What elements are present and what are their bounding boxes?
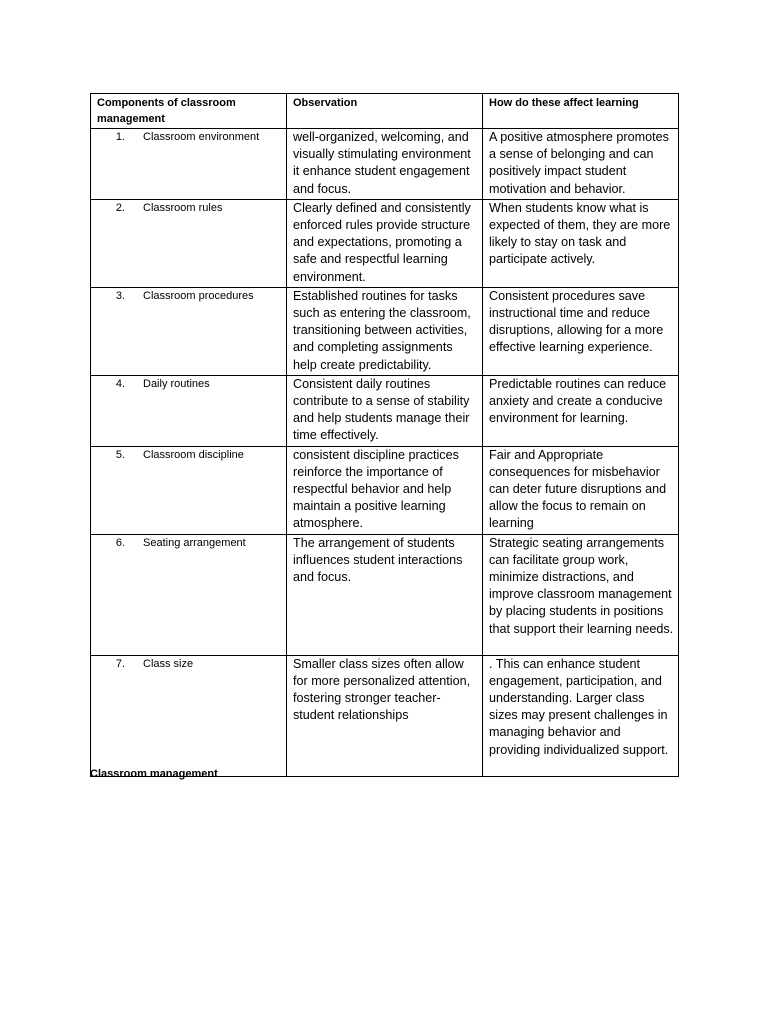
component-cell (91, 287, 287, 375)
row-number: 2. (115, 201, 125, 214)
table-row (91, 129, 679, 200)
table-caption: Classroom management (90, 768, 218, 780)
row-number: 3. (115, 289, 125, 302)
header-components: Components of classroom management (91, 94, 287, 129)
row-number: 1. (115, 131, 125, 143)
table-row (91, 199, 679, 287)
component-cell (91, 129, 287, 200)
component-label: Class size (143, 657, 194, 670)
header-effect: How do these affect learning (483, 94, 679, 129)
component-label: Classroom rules (143, 201, 223, 214)
component-label: Daily routines (143, 377, 210, 390)
row-number: 6. (115, 536, 125, 549)
observation-cell: well-organized, welcoming, and visually stimulating environment it enhance student engagement and focus. (287, 129, 483, 200)
component-cell (91, 446, 287, 534)
observation-cell: Smaller class sizes often allow for more personalized attention, fostering stronger teacher-student relationships (287, 655, 483, 776)
table-row (91, 375, 679, 446)
component-label: Classroom environment (143, 131, 260, 143)
observation-cell: Established routines for tasks such as entering the classroom, transitioning between activities, and completing assignments help create predictability. (287, 287, 483, 375)
component-label: Seating arrangement (143, 536, 246, 549)
row-number: 5. (115, 448, 125, 461)
component-label: Classroom procedures (143, 289, 254, 302)
observation-cell: Clearly defined and consistently enforced rules provide structure and expectations, promoting a safe and respectful learning environment. (287, 199, 483, 287)
effect-cell: Strategic seating arrangements can facilitate group work, minimize distractions, and improve classroom management by placing students in positions that support their learning needs. (483, 534, 679, 655)
component-cell (91, 375, 287, 446)
component-cell (91, 655, 287, 776)
component-cell (91, 534, 287, 655)
row-number: 7. (115, 657, 125, 670)
effect-cell: A positive atmosphere promotes a sense of belonging and can positively impact student motivation and behavior. (483, 129, 679, 200)
observation-cell: consistent discipline practices reinforce the importance of respectful behavior and help maintain a positive learning atmosphere. (287, 446, 483, 534)
table-row (91, 655, 679, 776)
component-cell (91, 199, 287, 287)
effect-cell: Fair and Appropriate consequences for misbehavior can deter future disruptions and allow the focus to remain on learning (483, 446, 679, 534)
table-header-row (91, 94, 679, 129)
table-row (91, 534, 679, 655)
observation-cell: The arrangement of students influences student interactions and focus. (287, 534, 483, 655)
effect-cell: Predictable routines can reduce anxiety and create a conducive environment for learning. (483, 375, 679, 446)
component-label: Classroom discipline (143, 448, 244, 461)
header-observation: Observation (287, 94, 483, 129)
table-row (91, 446, 679, 534)
effect-cell: . This can enhance student engagement, participation, and understanding. Larger class sizes may present challenges in managing behavior and providing individualized support. (483, 655, 679, 776)
classroom-management-table (90, 93, 679, 777)
row-number: 4. (115, 377, 125, 390)
observation-cell: Consistent daily routines contribute to a sense of stability and help students manage their time effectively. (287, 375, 483, 446)
effect-cell: When students know what is expected of them, they are more likely to stay on task and participate actively. (483, 199, 679, 287)
table-row (91, 287, 679, 375)
effect-cell: Consistent procedures save instructional time and reduce disruptions, allowing for a more effective learning experience. (483, 287, 679, 375)
